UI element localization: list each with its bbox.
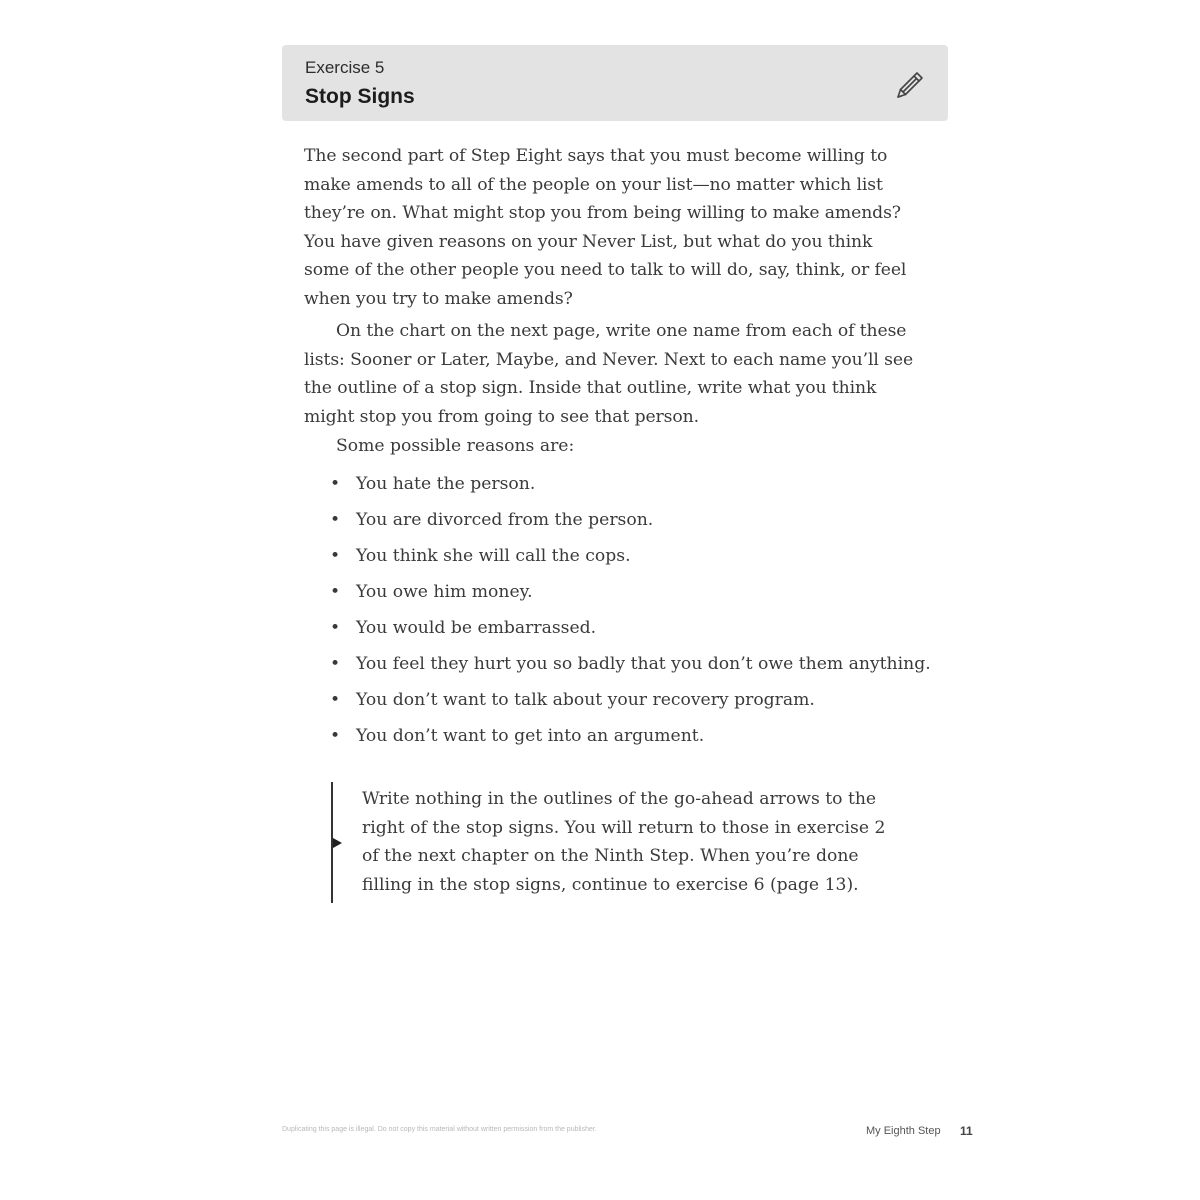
exercise-header: [282, 45, 948, 121]
list-item: • You think she will call the cops.: [330, 542, 931, 578]
bullet-icon: •: [330, 726, 341, 746]
list-item: • You hate the person.: [330, 470, 931, 506]
exercise-label: Exercise 5: [305, 58, 385, 77]
paragraph-instructions: On the chart on the next page, write one name from each of these lists: Sooner or Later, Maybe, and Never. Next to each name you’ll see the outline of a stop sign. Inside that outline, write what you think might stop you from going to see that person.: [304, 321, 914, 427]
bullet-icon: •: [330, 618, 341, 638]
pencil-icon: [892, 67, 928, 103]
arrow-right-icon: [333, 838, 342, 848]
list-item: • You owe him money.: [330, 578, 931, 614]
bullet-icon: •: [330, 546, 341, 566]
bullet-icon: •: [330, 582, 341, 602]
list-item: • You are divorced from the person.: [330, 506, 931, 542]
bullet-icon: •: [330, 474, 341, 494]
paragraph-intro: The second part of Step Eight says that you must become willing to make amends to all of the people on your list—no matter which list they’re on. What might stop you from being willing to make amends? You have given reasons on your Never List, but what do you think some of the other people you need to talk to will do, say, think, or feel when you try to make amends?: [304, 146, 907, 309]
list-item: • You don’t want to talk about your recovery program.: [330, 686, 931, 722]
bullet-icon: •: [330, 690, 341, 710]
page-number: 11: [960, 1124, 973, 1138]
bullet-icon: •: [330, 510, 341, 530]
body-text: [304, 142, 922, 431]
copyright-notice: Duplicating this page is illegal. Do not copy this material without written permission from the publisher.: [282, 1126, 597, 1133]
bullet-icon: •: [330, 654, 341, 674]
list-item: • You feel they hurt you so badly that you don’t owe them anything.: [330, 650, 931, 686]
running-footer-title: My Eighth Step: [866, 1125, 941, 1137]
note-text: Write nothing in the outlines of the go-ahead arrows to the right of the stop signs. You will return to those in exercise 2 of the next chapter on the Ninth Step. When you’re done filling in the stop signs, continue to exercise 6 (page 13).: [362, 789, 886, 896]
list-item: • You would be embarrassed.: [330, 614, 931, 650]
reasons-list: [330, 470, 931, 758]
list-item: • You don’t want to get into an argument.: [330, 722, 931, 758]
paragraph-reasons-intro: Some possible reasons are:: [336, 436, 575, 456]
exercise-title: Stop Signs: [305, 85, 415, 108]
